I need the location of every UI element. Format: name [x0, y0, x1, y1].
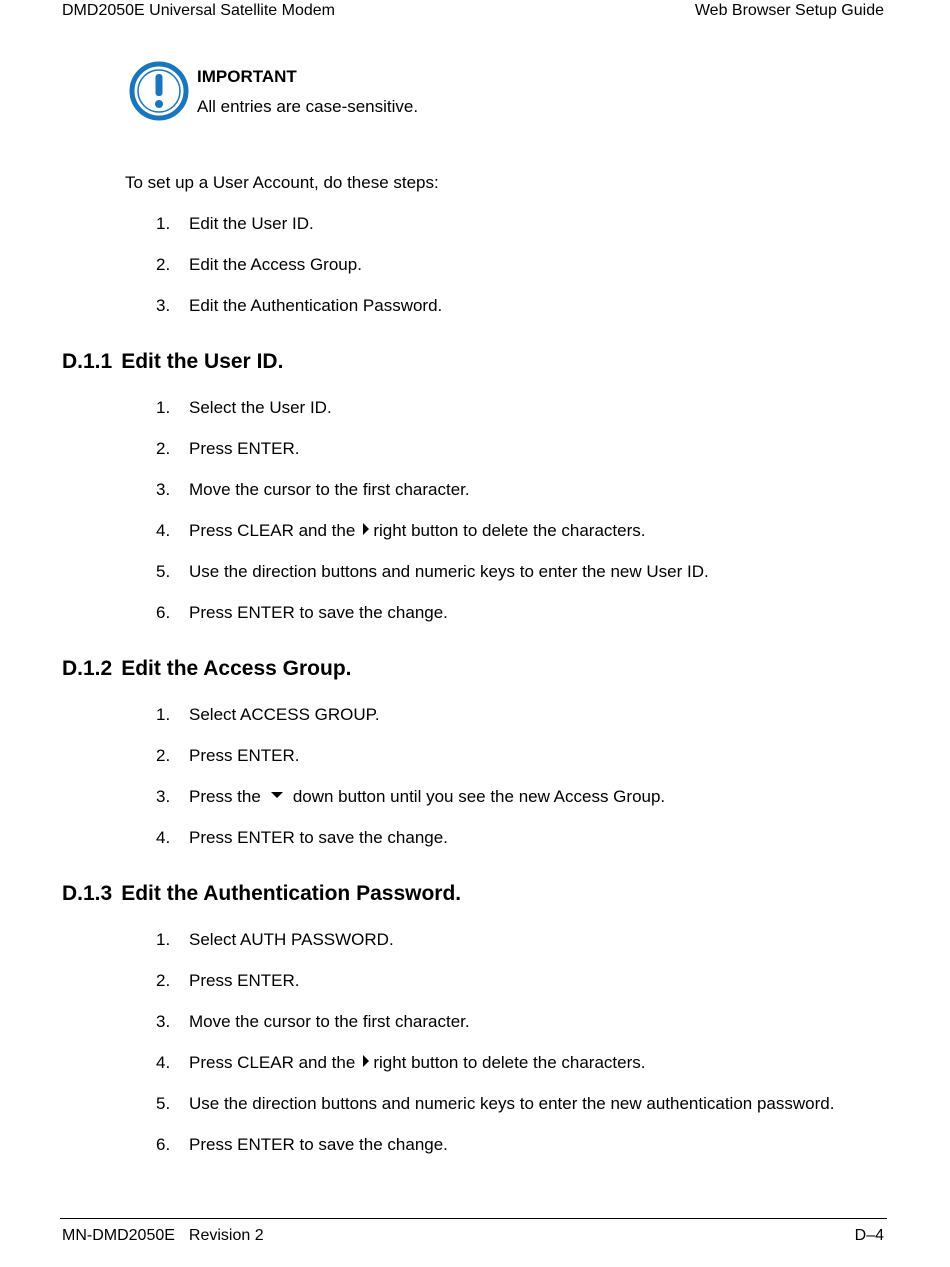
step-number: 1.	[156, 214, 171, 233]
step-text: Select AUTH PASSWORD.	[189, 930, 394, 949]
step-number: 3.	[156, 480, 171, 499]
step-number: 2.	[156, 746, 171, 765]
callout-text: All entries are case-sensitive.	[197, 97, 419, 116]
step-text: Select ACCESS GROUP.	[189, 705, 380, 724]
step-text: Press ENTER to save the change.	[189, 828, 448, 847]
step-number: 1.	[156, 705, 171, 724]
step-text: Select the User ID.	[189, 398, 332, 417]
important-exclamation-icon	[129, 61, 189, 121]
step-text-after-icon: right button to delete the characters.	[373, 1053, 646, 1072]
step-text-before-icon: Press CLEAR and the	[189, 1053, 356, 1072]
step-text-before-icon: Press the	[189, 787, 261, 806]
right-arrow-icon	[363, 1055, 369, 1067]
footer-doc-id: MN-DMD2050E	[62, 1227, 175, 1244]
step-number: 2.	[156, 255, 171, 274]
intro-text: To set up a User Account, do these steps:	[125, 173, 439, 192]
step-text: Edit the User ID.	[189, 214, 314, 233]
step-text-after-icon: right button to delete the characters.	[373, 521, 646, 540]
section-title: Edit the Access Group.	[121, 657, 352, 680]
step-text-before-icon: Press CLEAR and the	[189, 521, 356, 540]
step-number: 6.	[156, 603, 171, 622]
footer-revision: Revision 2	[188, 1227, 264, 1244]
step-number: 4.	[156, 521, 171, 540]
footer-divider	[60, 1218, 887, 1219]
section-title: Edit the Authentication Password.	[121, 882, 462, 905]
running-header-guide: Web Browser Setup Guide	[694, 2, 884, 19]
step-text: Move the cursor to the first character.	[189, 480, 470, 499]
step-number: 3.	[156, 296, 171, 315]
running-header-title: DMD2050E Universal Satellite Modem	[62, 2, 335, 19]
important-callout	[129, 61, 829, 123]
step-text: Edit the Access Group.	[189, 255, 362, 274]
step-number: 1.	[156, 930, 171, 949]
step-text: Press ENTER.	[189, 746, 300, 765]
section-number: D.1.1	[62, 350, 113, 373]
section-title: Edit the User ID.	[121, 350, 284, 373]
step-text	[189, 520, 645, 542]
step-number: 4.	[156, 828, 171, 847]
step-number: 1.	[156, 398, 171, 417]
page-number: D–4	[854, 1227, 884, 1244]
step-text	[189, 786, 665, 808]
step-text: Press ENTER to save the change.	[189, 1135, 448, 1154]
step-text: Edit the Authentication Password.	[189, 296, 443, 315]
section-heading	[62, 349, 283, 375]
step-text: Use the direction buttons and numeric keys to enter the new authentication password.	[189, 1094, 835, 1113]
step-text: Press ENTER.	[189, 971, 300, 990]
step-number: 6.	[156, 1135, 171, 1154]
step-text: Press ENTER.	[189, 439, 300, 458]
section-heading	[62, 656, 351, 682]
section-number: D.1.3	[62, 882, 113, 905]
step-number: 5.	[156, 1094, 171, 1113]
right-arrow-icon	[363, 523, 369, 535]
callout-title: IMPORTANT	[197, 67, 297, 86]
footer-document-info	[62, 1226, 264, 1246]
step-number: 5.	[156, 562, 171, 581]
step-text	[189, 1052, 645, 1074]
step-number: 2.	[156, 971, 171, 990]
step-number: 3.	[156, 1012, 171, 1031]
step-text: Move the cursor to the first character.	[189, 1012, 470, 1031]
step-text: Use the direction buttons and numeric keys to enter the new User ID.	[189, 562, 709, 581]
step-text-after-icon: down button until you see the new Access Group.	[292, 787, 666, 806]
section-heading	[62, 881, 461, 907]
step-text: Press ENTER to save the change.	[189, 603, 448, 622]
step-number: 2.	[156, 439, 171, 458]
down-arrow-icon	[271, 792, 283, 798]
step-number: 4.	[156, 1053, 171, 1072]
step-number: 3.	[156, 787, 171, 806]
section-number: D.1.2	[62, 657, 113, 680]
